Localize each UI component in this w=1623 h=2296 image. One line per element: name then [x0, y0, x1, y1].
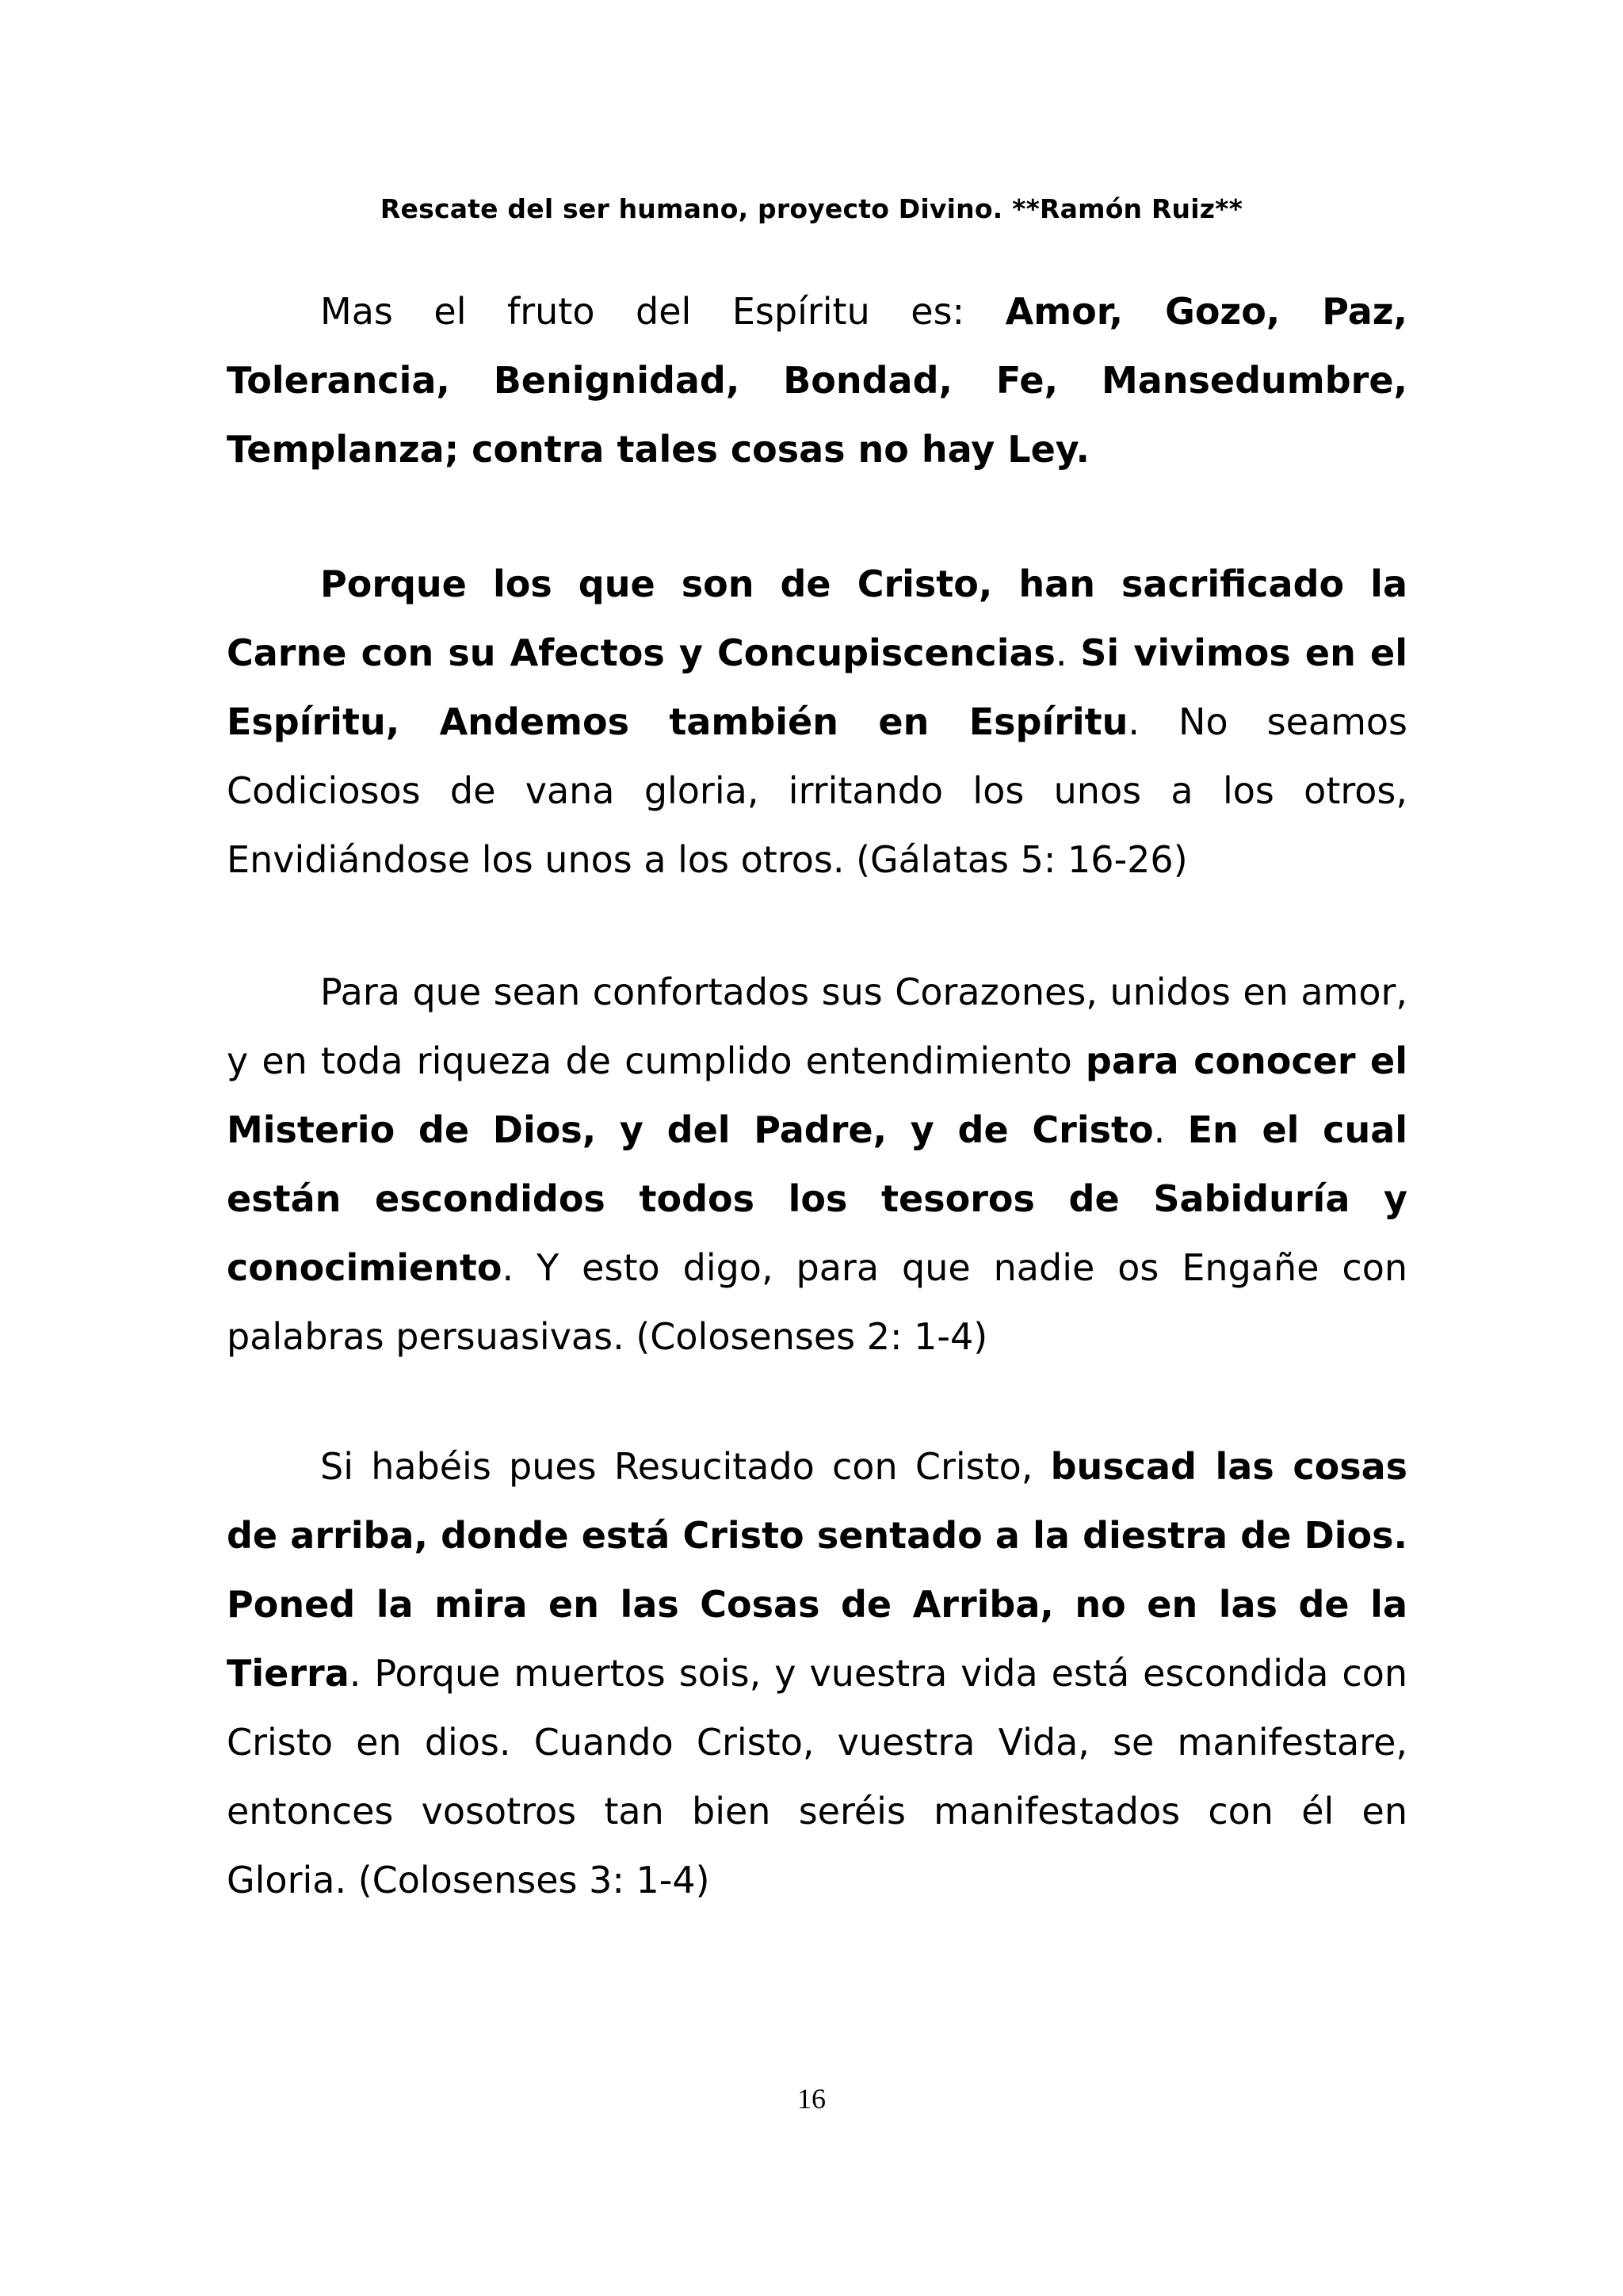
paragraph-colossians-3 [227, 1432, 1407, 1915]
text-run-bold: buscad las cosas de arriba, donde está Cristo sentado a la diestra de Dios. Poned la mira en las Cosas de Arriba, no en las de la Tierra [227, 1445, 1407, 1695]
text-run: . No seamos Codiciosos de vana gloria, irritando los unos a los otros, Envidiándose los unos a los otros. (Gálatas 5: 16-26) [227, 700, 1407, 881]
text-run: Para que sean confortados sus Corazones, unidos en amor, y en toda riqueza de cumplido entendimiento [227, 971, 1407, 1082]
text-run: . Y esto digo, para que nadie os Engañe con palabras persuasivas. (Colosenses 2: 1-4) [227, 1246, 1407, 1358]
text-run: Si habéis pues Resucitado con Cristo, [320, 1445, 1051, 1488]
text-run: Mas el fruto del Espíritu es: [320, 290, 1006, 333]
paragraph-colossians-2 [227, 958, 1407, 1371]
text-run-bold: Porque los que son de Cristo, han sacrificado la Carne con su Afectos y Concupiscencias [227, 563, 1407, 674]
text-run-bold: En el cual están escondidos todos los tesoros de Sabiduría y conocimiento [227, 1108, 1407, 1289]
text-run-bold: Si vivimos en el Espíritu, Andemos también en Espíritu [227, 631, 1407, 743]
text-run: . [1153, 1108, 1188, 1151]
text-run-bold: Amor, Gozo, Paz, Tolerancia, Benignidad, Bondad, Fe, Mansedumbre, Templanza; contra tales cosas no hay Ley. [227, 290, 1407, 471]
text-run-bold: para conocer el Misterio de Dios, y del Padre, y de Cristo [227, 1039, 1407, 1151]
paragraph-galatians-spirit [227, 550, 1407, 894]
page-number: 16 [797, 2083, 826, 2115]
text-run: . [1055, 631, 1081, 674]
text-run: . Porque muertos sois, y vuestra vida está escondida con Cristo en dios. Cuando Cristo, vuestra Vida, se manifestare, entonces vosotros tan bien seréis manifestados con él en Gloria. (Colosenses 3: 1-4) [227, 1652, 1407, 1901]
running-header: Rescate del ser humano, proyecto Divino. **Ramón Ruiz** [380, 193, 1243, 224]
paragraph-galatians-fruit [227, 277, 1407, 484]
